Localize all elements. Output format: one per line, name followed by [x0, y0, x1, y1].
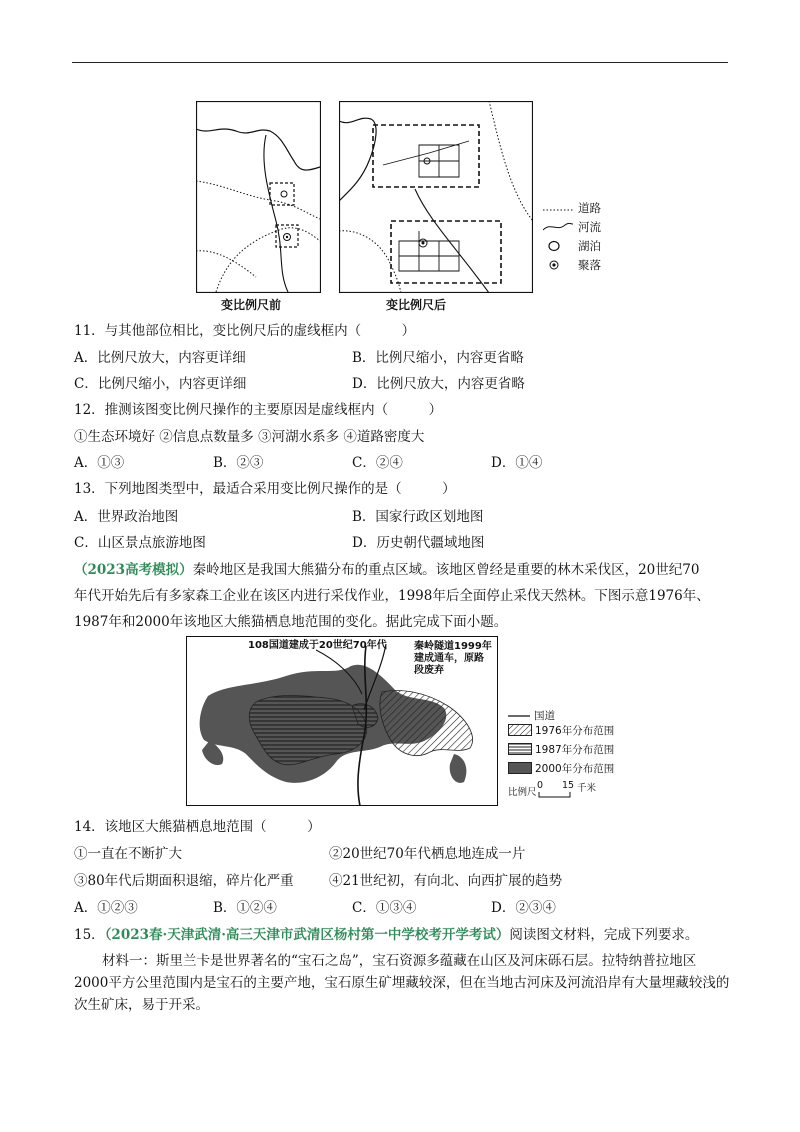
q14-item-3: ③80年代后期面积退缩，碎片化严重 — [74, 873, 294, 889]
q13-option-c: C．山区景点旅游地图 — [74, 535, 206, 551]
q13-option-b: B．国家行政区划地图 — [352, 509, 484, 525]
q12-items: ①生态环境好 ②信息点数量多 ③河湖水系多 ④道路密度大 — [74, 429, 425, 445]
q13-option-d: D．历史朝代疆域地图 — [352, 535, 485, 551]
material-source: （2023高考模拟） — [74, 562, 193, 578]
q11-option-d: D．比例尺放大，内容更省略 — [352, 376, 525, 392]
q11-option-c: C．比例尺缩小，内容更详细 — [74, 376, 247, 392]
q15-material-paragraph: 材料一：斯里兰卡是世界著名的“宝石之岛”，宝石资源多蕴藏在山区及河床砾石层。拉特纳普拉地区2000平方公里范围内是宝石的主要产地，宝石原生矿埋藏较深，但在当地古河床及河流沿岸有大量埋藏较浅的次生矿床，易于开采。 — [74, 953, 730, 1013]
q11-option-b: B．比例尺缩小，内容更省略 — [352, 350, 524, 366]
legend-2000: 2000年分布范围 — [535, 763, 615, 775]
map-label-road-108: 108国道建成于20世纪70年代 — [248, 640, 387, 651]
legend-river-icon — [543, 222, 573, 232]
legend-settlement-icon — [548, 259, 560, 271]
q14-option-a: A．①②③ — [74, 900, 138, 916]
q12-option-c: C．②④ — [352, 455, 403, 471]
q15-header — [74, 926, 698, 944]
material-line-1-text: 秦岭地区是我国大熊猫分布的重点区域。该地区曾经是重要的林木采伐区，20世纪70 — [192, 562, 700, 578]
q14-option-d: D．②③④ — [491, 900, 556, 916]
scale-label: 比例尺 — [508, 787, 537, 798]
legend-lake: 湖泊 — [578, 239, 601, 253]
q15-source: （2023春·天津武清·高三天津市武清区杨村第一中学校考开学考试） — [104, 927, 510, 943]
scale-zero: 0 — [537, 780, 544, 791]
variable-scale-map-before — [196, 101, 321, 293]
q14-item-1: ①一直在不断扩大 — [74, 846, 182, 862]
q14-item-4: ④21世纪初，有向北、向西扩展的趋势 — [329, 873, 563, 889]
legend-1987: 1987年分布范围 — [535, 744, 615, 756]
q11-stem: 11．与其他部位相比，变比例尺后的虚线框内（ ） — [74, 323, 416, 339]
q14-option-b: B．①②④ — [213, 900, 277, 916]
material-line-1 — [74, 561, 699, 579]
legend-river: 河流 — [578, 220, 601, 234]
material-line-2: 年代开始先后有多家森工企业在该区内进行采伐作业，1998年后全面停止采伐天然林。下图示意1976年、 — [74, 588, 710, 604]
legend-road-icon — [543, 206, 573, 214]
caption-before: 变比例尺前 — [221, 298, 282, 312]
q12-option-a: A．①③ — [74, 455, 125, 471]
q15-instruction: 阅读图文材料，完成下列要求。 — [509, 927, 699, 943]
scale-bar — [538, 792, 572, 798]
legend-settlement: 聚落 — [578, 258, 601, 272]
material-line-3: 1987年和2000年该地区大熊猫栖息地范围的变化。据此完成下面小题。 — [74, 614, 508, 630]
legend-1976: 1976年分布范围 — [535, 725, 615, 737]
scale-unit: 千米 — [577, 783, 597, 794]
q13-option-a: A．世界政治地图 — [74, 509, 179, 525]
q13-stem: 13．下列地图类型中，最适合采用变比例尺操作的是（ ） — [74, 481, 456, 497]
legend-road: 道路 — [578, 201, 601, 215]
q15-number: 15． — [74, 927, 105, 943]
header-rule — [72, 62, 728, 63]
q12-option-b: B．②③ — [213, 455, 264, 471]
q14-option-c: C．①③④ — [352, 900, 417, 916]
q14-stem: 14．该地区大熊猫栖息地范围（ ） — [74, 819, 321, 835]
legend-highway: 国道 — [534, 710, 555, 722]
q14-item-2: ②20世纪70年代栖息地连成一片 — [329, 846, 526, 862]
q11-option-a: A．比例尺放大，内容更详细 — [74, 350, 246, 366]
legend-lake-icon — [547, 240, 561, 252]
q12-stem: 12．推测该图变比例尺操作的主要原因是虚线框内（ ） — [74, 402, 443, 418]
legend-highway-icon — [508, 713, 530, 719]
caption-after: 变比例尺后 — [386, 298, 447, 312]
q12-option-d: D．①④ — [491, 455, 543, 471]
map-label-tunnel-line-1: 秦岭隧道1999年 — [414, 641, 492, 652]
legend-1987-icon — [508, 743, 532, 755]
legend-1976-icon — [508, 724, 532, 736]
map-label-tunnel-line-2: 建成通车，原路 — [414, 653, 484, 664]
variable-scale-map-after — [339, 101, 533, 293]
map-label-tunnel-line-3: 段废弃 — [414, 665, 444, 676]
scale-value: 15 — [562, 780, 575, 791]
legend-2000-icon — [508, 762, 532, 774]
